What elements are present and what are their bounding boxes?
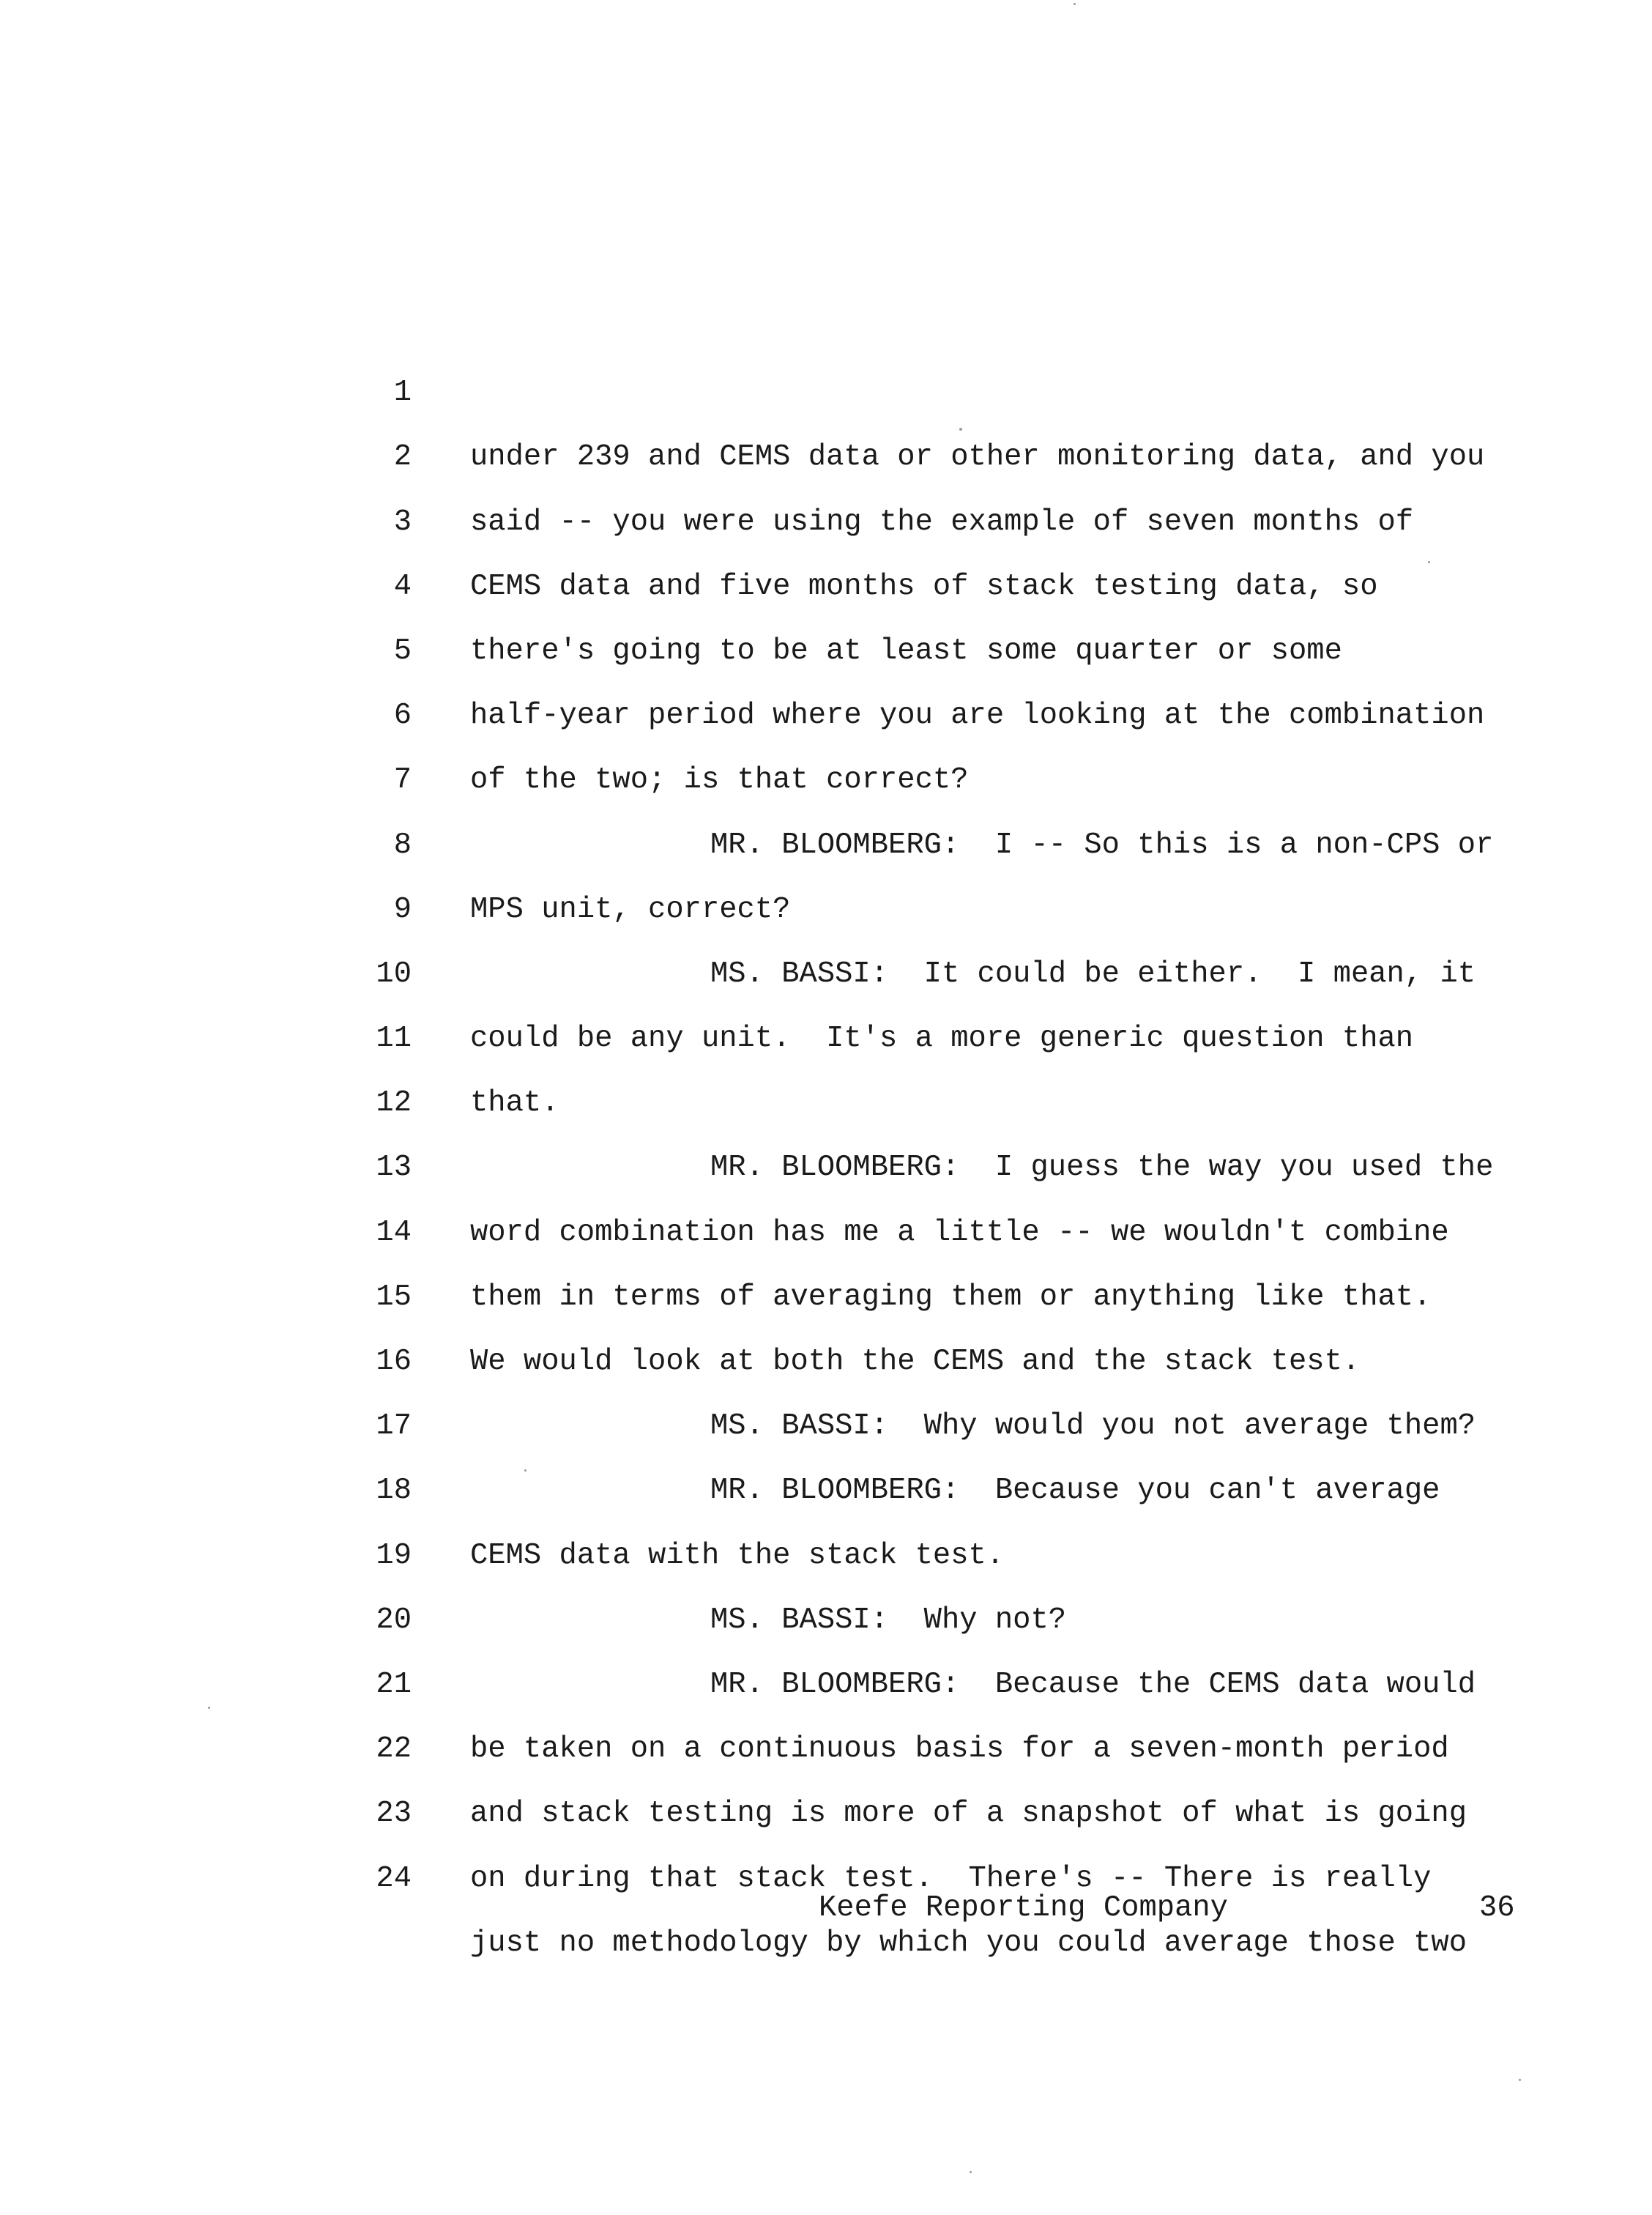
line-number: 10 (376, 957, 412, 991)
line-text: there's going to be at least some quarter or some (470, 634, 1342, 668)
line-number: 2 (393, 440, 412, 475)
scan-speck (1428, 561, 1430, 563)
line-text: be taken on a continuous basis for a seven-month period (470, 1732, 1449, 1767)
footer-page-number: 36 (1479, 1891, 1515, 1925)
line-number: 23 (376, 1797, 412, 1831)
line-number: 6 (393, 699, 412, 733)
line-text: that. (470, 1086, 559, 1121)
line-number: 1 (393, 376, 412, 410)
line-number: 3 (393, 505, 412, 539)
line-number: 16 (376, 1345, 412, 1379)
line-number: 7 (393, 763, 412, 798)
speaker-line-text: MS. BASSI: It could be either. I mean, it (710, 957, 1476, 991)
speaker-line-text: MR. BLOOMBERG: Because the CEMS data would (710, 1667, 1476, 1702)
scan-speck (208, 1707, 210, 1709)
speaker-line-text: MS. BASSI: Why would you not average them? (710, 1409, 1476, 1444)
line-number: 18 (376, 1474, 412, 1508)
line-text: half-year period where you are looking at the combination (470, 699, 1485, 733)
line-text: could be any unit. It's a more generic question than (470, 1022, 1414, 1056)
line-number: 19 (376, 1538, 412, 1573)
line-text: word combination has me a little -- we wouldn't combine (470, 1215, 1449, 1250)
speaker-line-text: MR. BLOOMBERG: I guess the way you used the (710, 1151, 1494, 1185)
line-number: 20 (376, 1603, 412, 1637)
line-text: just no methodology by which you could average those two (470, 1926, 1467, 1960)
line-number: 21 (376, 1667, 412, 1702)
line-number: 4 (393, 569, 412, 604)
line-text: MPS unit, correct? (470, 892, 791, 927)
line-text: CEMS data with the stack test. (470, 1538, 1005, 1573)
line-number: 5 (393, 634, 412, 668)
scan-speck (1519, 2079, 1521, 2081)
line-number: 17 (376, 1409, 412, 1444)
line-text: We would look at both the CEMS and the stack test. (470, 1345, 1361, 1379)
line-number: 24 (376, 1861, 412, 1896)
line-text: under 239 and CEMS data or other monitoring data, and you (470, 440, 1485, 475)
footer-company-name: Keefe Reporting Company (819, 1891, 1228, 1925)
line-text: them in terms of averaging them or anything like that. (470, 1280, 1432, 1314)
line-text: of the two; is that correct? (470, 763, 969, 798)
speaker-line-text: MR. BLOOMBERG: I -- So this is a non-CPS or (710, 828, 1494, 862)
line-text: said -- you were using the example of seven months of (470, 505, 1414, 539)
scan-speck (970, 2171, 972, 2173)
transcript-line (351, 296, 1552, 475)
line-number: 9 (393, 892, 412, 927)
scan-speck (524, 1469, 527, 1472)
line-number: 8 (393, 828, 412, 862)
line-number: 14 (376, 1215, 412, 1250)
line-number: 12 (376, 1086, 412, 1121)
speaker-line-text: MR. BLOOMBERG: Because you can't average (710, 1474, 1440, 1508)
line-number: 11 (376, 1022, 412, 1056)
scan-speck (959, 428, 962, 431)
line-number: 15 (376, 1280, 412, 1314)
line-text: CEMS data and five months of stack testing data, so (470, 569, 1378, 604)
line-text: and stack testing is more of a snapshot of what is going (470, 1797, 1467, 1831)
line-number: 13 (376, 1151, 412, 1185)
line-text: on during that stack test. There's -- There is really (470, 1861, 1432, 1896)
line-number: 22 (376, 1732, 412, 1767)
scan-speck (1074, 3, 1076, 5)
speaker-line-text: MS. BASSI: Why not? (710, 1603, 1067, 1637)
